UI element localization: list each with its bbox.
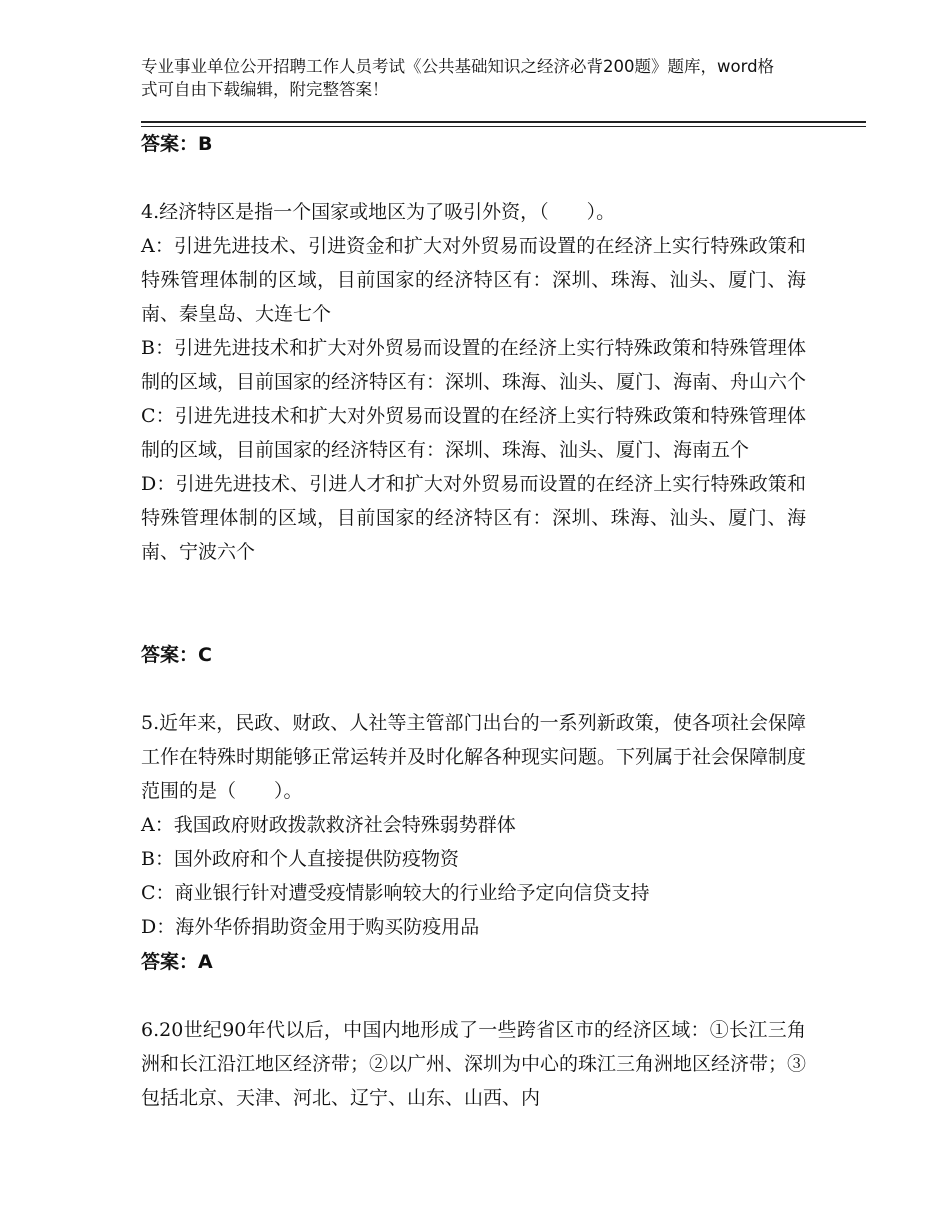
header-title: 专业事业单位公开招聘工作人员考试《公共基础知识之经济必背200题》题库，word格式可自由下载编辑，附完整答案！ xyxy=(141,57,775,99)
q4-option-c: C：引进先进技术和扩大对外贸易而设置的在经济上实行特殊政策和特殊管理体制的区域，目前国家的经济特区有：深圳、珠海、汕头、厦门、海南五个 xyxy=(141,405,806,461)
q6-stem: 6.20世纪90年代以后，中国内地形成了一些跨省区市的经济区域：①长江三角洲和长江沿江地区经济带；②以广州、深圳为中心的珠江三角洲地区经济带；③包括北京、天津、河北、辽宁、山东、山西、内 xyxy=(141,1019,807,1109)
q3-answer: 答案：B xyxy=(141,133,213,155)
q4-stem: 4.经济特区是指一个国家或地区为了吸引外资，（ ）。 xyxy=(141,201,616,223)
q4-option-b: B：引进先进技术和扩大对外贸易而设置的在经济上实行特殊政策和特殊管理体制的区域，目前国家的经济特区有：深圳、珠海、汕头、厦门、海南、舟山六个 xyxy=(141,337,807,393)
question-6 xyxy=(141,1013,806,1115)
q5-option-b: B：国外政府和个人直接提供防疫物资 xyxy=(141,848,459,870)
q4-answer: 答案：C xyxy=(141,644,212,666)
q5-option-a: A：我国政府财政拨款救济社会特殊弱势群体 xyxy=(141,814,516,836)
page-header xyxy=(141,55,781,101)
q4-option-a: A：引进先进技术、引进资金和扩大对外贸易而设置的在经济上实行特殊政策和特殊管理体制的区域，目前国家的经济特区有：深圳、珠海、汕头、厦门、海南、秦皇岛、大连七个 xyxy=(141,235,806,325)
q5-option-d: D：海外华侨捐助资金用于购买防疫用品 xyxy=(141,916,480,938)
header-divider-thick xyxy=(141,121,866,123)
q5-stem: 5.近年来，民政、财政、人社等主管部门出台的一系列新政策，使各项社会保障工作在特殊时期能够正常运转并及时化解各种现实问题。下列属于社会保障制度范围的是（ ）。 xyxy=(141,712,807,802)
question-5 xyxy=(141,706,806,944)
question-4 xyxy=(141,195,806,569)
q5-option-c: C：商业银行针对遭受疫情影响较大的行业给予定向信贷支持 xyxy=(141,882,650,904)
header-divider-thin xyxy=(141,126,866,127)
q4-option-d: D：引进先进技术、引进人才和扩大对外贸易而设置的在经济上实行特殊政策和特殊管理体制的区域，目前国家的经济特区有：深圳、珠海、汕头、厦门、海南、宁波六个 xyxy=(141,473,806,563)
q5-answer: 答案：A xyxy=(141,951,213,973)
